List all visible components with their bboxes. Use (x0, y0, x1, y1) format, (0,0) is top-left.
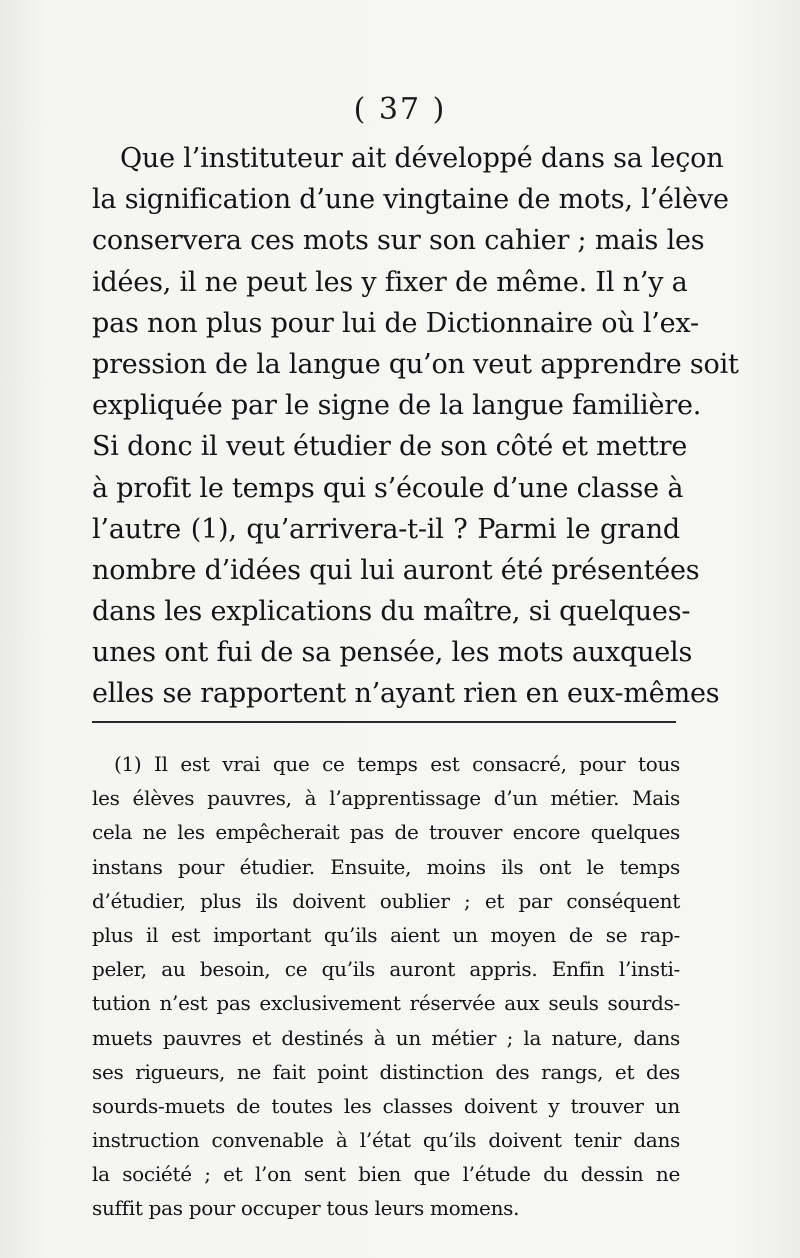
body-line: l’autre (1), qu’arrivera-t-il ? Parmi le grand (92, 513, 680, 545)
main-paragraph (92, 138, 739, 715)
body-line: elles se rapportent n’ayant rien en eux-mêmes (92, 678, 720, 710)
body-line: nombre d’idées qui lui auront été présentées (92, 554, 700, 586)
body-line: pression de la langue qu’on veut apprendre soit (92, 348, 739, 380)
body-line: la signification d’une vingtaine de mots, l’élève (92, 184, 729, 216)
footnote-separator (92, 721, 676, 723)
footnote-line: ses rigueurs, ne fait point distinction des rangs, et des (92, 1059, 680, 1084)
footnote-line: suffit pas pour occuper tous leurs momens. (92, 1196, 520, 1221)
footnote-line: plus il est important qu’ils aient un moyen de se rap- (92, 922, 680, 947)
body-line: à profit le temps qui s’écoule d’une classe à (92, 472, 684, 504)
body-line: unes ont fui de sa pensée, les mots auxquels (92, 637, 693, 669)
footnote-line: les élèves pauvres, à l’apprentissage d’un métier. Mais (92, 786, 680, 811)
footnote-line: cela ne les empêcherait pas de trouver encore quelques (92, 820, 680, 845)
footnote-line: instans pour étudier. Ensuite, moins ils ont le temps (92, 854, 680, 879)
footnote-line: instruction convenable à l’état qu’ils doivent tenir dans (92, 1128, 680, 1153)
body-line: conservera ces mots sur son cahier ; mais les (92, 225, 705, 257)
body-line: expliquée par le signe de la langue familière. (92, 390, 702, 422)
footnote-line: peler, au besoin, ce qu’ils auront appris. Enfin l’insti- (92, 957, 680, 982)
body-line: Si donc il veut étudier de son côté et mettre (92, 431, 688, 463)
footnote-line: la société ; et l’on sent bien que l’étude du dessin ne (92, 1162, 680, 1187)
body-line: Que l’instituteur ait développé dans sa leçon (120, 143, 724, 174)
page-number: ( 37 ) (353, 92, 447, 127)
footnote-line: (1) Il est vrai que ce temps est consacré, pour tous (114, 752, 680, 776)
footnote-line: d’étudier, plus ils doivent oublier ; et par conséquent (92, 888, 680, 913)
footnote-line: sourds-muets de toutes les classes doivent y trouver un (92, 1093, 680, 1118)
body-line: pas non plus pour lui de Dictionnaire où l’ex- (92, 307, 699, 339)
footnote (92, 747, 680, 1226)
body-line: dans les explications du maître, si quelques- (92, 596, 691, 628)
footnote-line: tution n’est pas exclusivement réservée aux seuls sourds- (92, 991, 680, 1016)
body-line: idées, il ne peut les y fixer de même. Il n’y a (92, 266, 688, 298)
footnote-line: muets pauvres et destinés à un métier ; la nature, dans (92, 1025, 680, 1050)
